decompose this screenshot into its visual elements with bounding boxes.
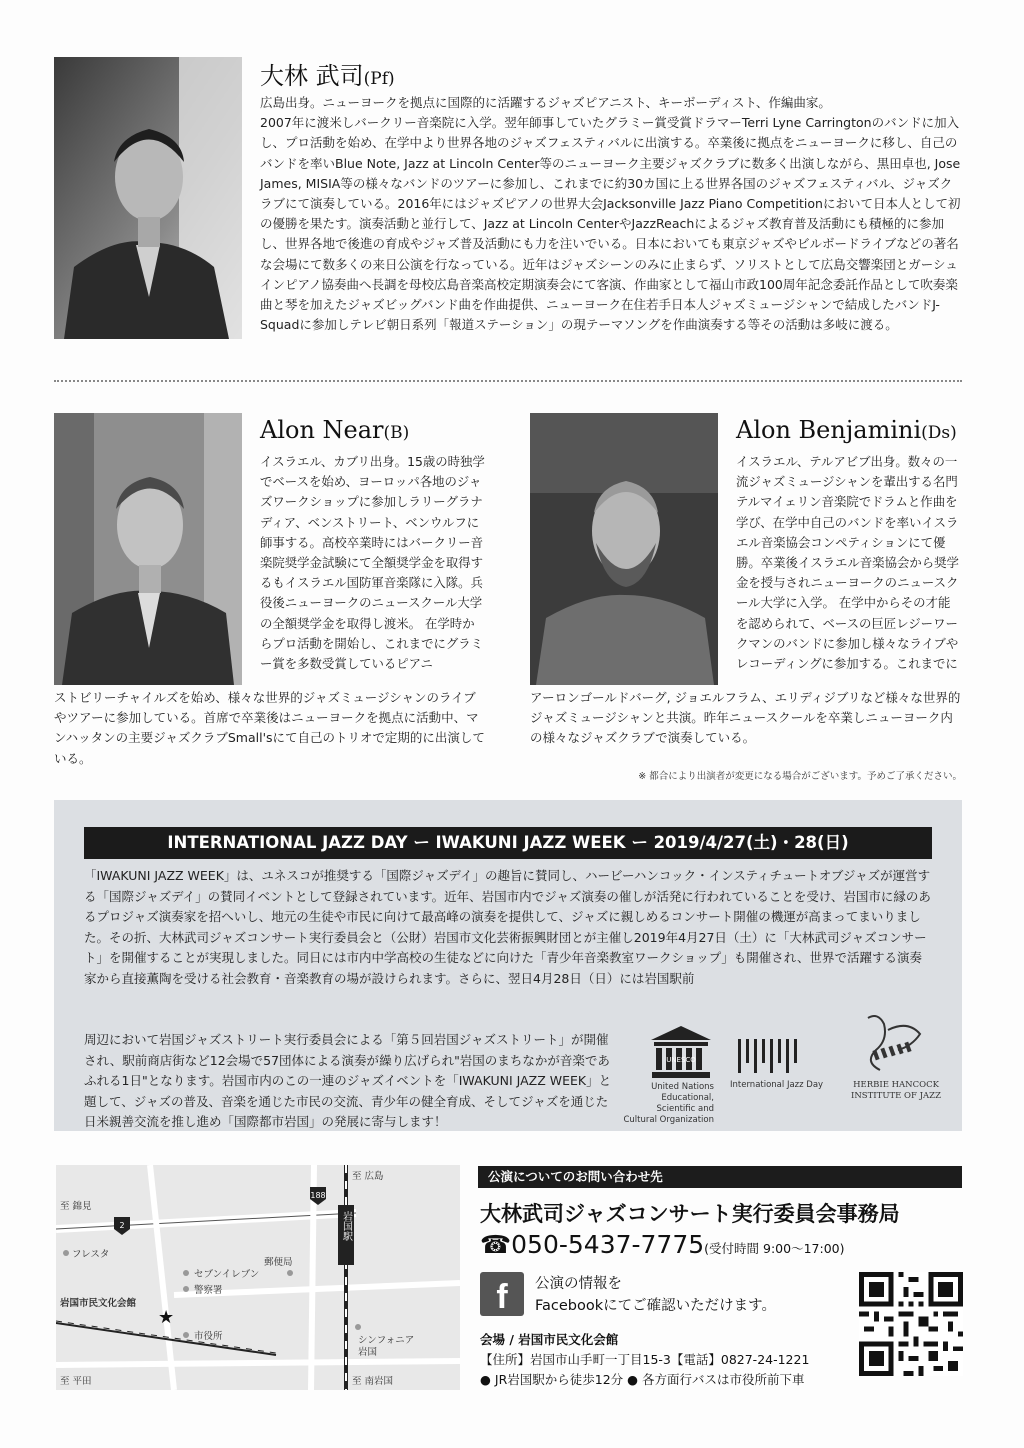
musician2-bio-top: イスラエル、カブリ出身。15歳の時独学でベースを始め、ヨーロッパ各地のジャズワークショップに参加しラリーグラナディア、ベンストリート、ベンウルフに師事する。高校卒業時にはバークリー音楽院奨学金試験にて全額奨学金を取得するもイスラエル国防軍音楽隊に入隊。兵役後ニューヨークのニュースクール大学の全額奨学金を取得し渡米。 在学時からプロ活動を開始し、これまでにグラミー賞を多数受賞しているピアニ [260, 454, 485, 672]
phone-line [480, 1230, 844, 1259]
map-seven: セブンイレブン [194, 1269, 260, 1280]
musician3-photo [530, 413, 718, 685]
herbie-hancock-logo [854, 1010, 934, 1076]
jazz-week-header: INTERNATIONAL JAZZ DAY ー IWAKUNI JAZZ WEEK ー 2019/4/27(土)・28(日) [84, 827, 932, 859]
map-to-minamiiwakuni: 至 南岩国 [352, 1376, 394, 1387]
musician1-photo [54, 57, 242, 339]
map-to-hiroshima: 至 広島 [352, 1171, 384, 1182]
herbie-hancock-caption [848, 1080, 944, 1102]
map-station: 岩国駅 [340, 1211, 352, 1241]
performer-change-note: ※ 都合により出演者が変更になる場合がございます。予めご了承ください。 [638, 771, 962, 782]
section-divider [54, 380, 962, 382]
map-route2: 2 [119, 1221, 125, 1230]
access-map [56, 1165, 460, 1390]
unesco-word: UNESCO [666, 1056, 696, 1064]
phone-icon: ☎ [480, 1230, 512, 1259]
unesco-logo [646, 1022, 716, 1082]
map-hall: 岩国市民文化会館 [60, 1298, 137, 1309]
herbie-hancock-line2: INSTITUTE OF JAZZ [851, 1091, 941, 1101]
herbie-hancock-line1: HERBIE HANCOCK [853, 1080, 939, 1090]
international-jazz-day-logo [736, 1035, 806, 1075]
organizer-name: 大林武司ジャズコンサート実行委員会事務局 [480, 1202, 900, 1226]
facebook-text [535, 1273, 776, 1317]
facebook-icon[interactable]: f [480, 1272, 524, 1316]
map-to-nishikimi: 至 錦見 [60, 1201, 92, 1212]
musician3-name: Alon Benjamini(Ds) [736, 416, 957, 444]
musician1-bio: 広島出身。ニューヨークを拠点に国際的に活躍するジャズピアニスト、キーボーディスト、作編曲家。 2007年に渡米しバークリー音楽院に入学。翌年師事していたグラミー賞受賞ドラマーTerri Lyne Carringtonのバンドに加入し、プロ活動を始め、在学中より世界各地のジャズフェスティバルに出演する。卒業後に拠点をニューヨークに移し、自己のバンドを率いBlue Note, Jazz at Lincoln Center等のニューヨーク主要ジャズクラブに数多く出演しながら、黒田卓也, Jose James, MISIA等の様々なバンドのツアーに参加し、これまでに約30カ国に上る世界各国のジャズフェスティバル、ジャズクラブにて演奏している。2016年にはジャズピアノの世界大会Jacksonville Jazz Piano Competitionにおいて日本人として初の優勝を果たす。演奏活動と並行して、Jazz at Lincoln CenterやJazzReachによるジャズ教育普及活動にも積極的に参加し、世界各地で後進の育成やジャズ普及活動にも力を注いでいる。日本においても東京ジャズやビルボードライブなどの著名な会場にて数多くの来日公演を行なっている。近年はジャズシーンのみに止まらず、ソリストとして広島交響楽団とガーシュインピアノ協奏曲へ長調を母校広島音楽高校定期演奏会にて客演、作曲家として福山市政100周年記念委託作品として吹奏楽曲と琴を加えたジャズビッグバンド曲を作曲提供、ニューヨーク在住若手日本人ジャズミュージシャンで結成したバンドJ-Squadに参加しテレビ朝日系列「報道ステーション」の現テーマソングを作曲演奏する等その活動は多岐に渡る。 [260, 95, 961, 333]
venue-access: ● JR岩国駅から徒歩12分 ● 各方面行バスは市役所前下車 [480, 1372, 805, 1387]
musician2-bio-bottom: ストビリーチャイルズを始め、様々な世界的ジャズミュージシャンのライブやツアーに参加している。首席で卒業後はニューヨークを拠点に活動中、マンハッタンの主要ジャズクラブSmall'sにて自己のトリオで定期的に出演している。 [54, 690, 485, 766]
venue-address: 【住所】岩国市山手町一丁目15-3【電話】0827-24-1221 [480, 1352, 810, 1367]
international-jazz-day-caption: International Jazz Day [730, 1080, 824, 1090]
map-symphonia: シンフォニア岩国 [358, 1335, 415, 1358]
qr-code[interactable] [859, 1272, 963, 1376]
map-police: 警察署 [194, 1285, 223, 1296]
contact-header: 公演についてのお問い合わせ先 [478, 1166, 962, 1188]
venue-name: 会場 / 岩国市民文化会館 [480, 1332, 619, 1347]
map-route188: 188 [310, 1191, 326, 1200]
musician2-name: Alon Near(B) [260, 416, 410, 444]
map-post: 郵便局 [264, 1257, 293, 1268]
musician1-name: 大林 武司(Pf) [260, 62, 395, 90]
venue-info [480, 1330, 809, 1390]
musician3-bio-top: イスラエル、テルアビブ出身。数々の一流ジャズミュージシャンを輩出する名門テルマイェリン音楽院でドラムと作曲を学び、在学中自己のバンドを率いイスラエル音楽協会コンペティションにて優勝。卒業後イスラエル音楽協会から奨学金を授与されニューヨークのニュースクール大学に入学。 在学中からその才能を認められて、ベースの巨匠レジーワークマンのバンドに参加し様々なライブやレコーディングに参加する。これまでに [736, 454, 959, 672]
jazz-week-text-continued: 周辺において岩国ジャズストリート実行委員会による「第５回岩国ジャズストリート」が開催され、駅前商店街など12会場で57団体による演奏が繰り広げられ"岩国のまちなかが音楽であふれる1日"となります。岩国市内のこの一連のジャズイベントを「IWAKUNI JAZZ WEEK」と題して、ジャズの普及、音楽を通じた市民の交流、青少年の健全育成、そしてジャズを通じた日米親善交流を推し進め「国際都市岩国」の発展に寄与します！ [84, 1032, 612, 1129]
map-cityhall: 市役所 [194, 1331, 223, 1342]
phone-number[interactable]: 050-5437-7775 [511, 1230, 705, 1259]
jazz-week-section [54, 800, 962, 1131]
facebook-line2: Facebookにてご確認いただけます。 [535, 1298, 776, 1314]
musician3-bio-bottom: アーロンゴールドバーグ, ジョエルフラム、エリディジブリなど様々な世界的ジャズミュージシャンと共演。昨年ニュースクールを卒業しニューヨーク内の様々なジャズクラブで演奏している。 [530, 690, 961, 746]
musician2-photo [54, 413, 242, 685]
facebook-line1: 公演の情報を [535, 1276, 622, 1292]
map-to-hirata: 至 平田 [60, 1376, 92, 1387]
phone-hours: (受付時間 9:00〜17:00) [704, 1241, 845, 1256]
map-fresta: フレスタ [72, 1249, 110, 1260]
map-hall-star: ★ [158, 1307, 175, 1328]
jazz-week-text: 「IWAKUNI JAZZ WEEK」は、ユネスコが推奨する「国際ジャズデイ」の趣旨に賛同し、ハービーハンコック・インスティチュートオブジャズが運営する「国際ジャズデイ」の賛同イベントとして登録されています。近年、岩国市内でジャズ演奏の催しが活発に行われていることを受け、岩国市に縁のあるプロジャズ演奏家を招へいし、地元の生徒や市民に向けて最高峰の演奏を提供して、ジャズに親しめるコンサート開催の機運が高まってまいりました。その折、大林武司ジャズコンサート実行委員会と（公財）岩国市文化芸術振興財団とが主催し2019年4月27日（土）に「大林武司ジャズコンサート」を開催することが実現しました。同日には市内中学高校の生徒などに向けた「青少年音楽教室ワークショップ」も開催され、世界で活躍する演奏家から直接薫陶を受ける社会教育・音楽教育の場が設けられます。さらに、翌日4月28日（日）には岩国駅前 [84, 868, 931, 986]
unesco-caption: United Nations Educational, Scientific and Cultural Organization [623, 1082, 714, 1125]
